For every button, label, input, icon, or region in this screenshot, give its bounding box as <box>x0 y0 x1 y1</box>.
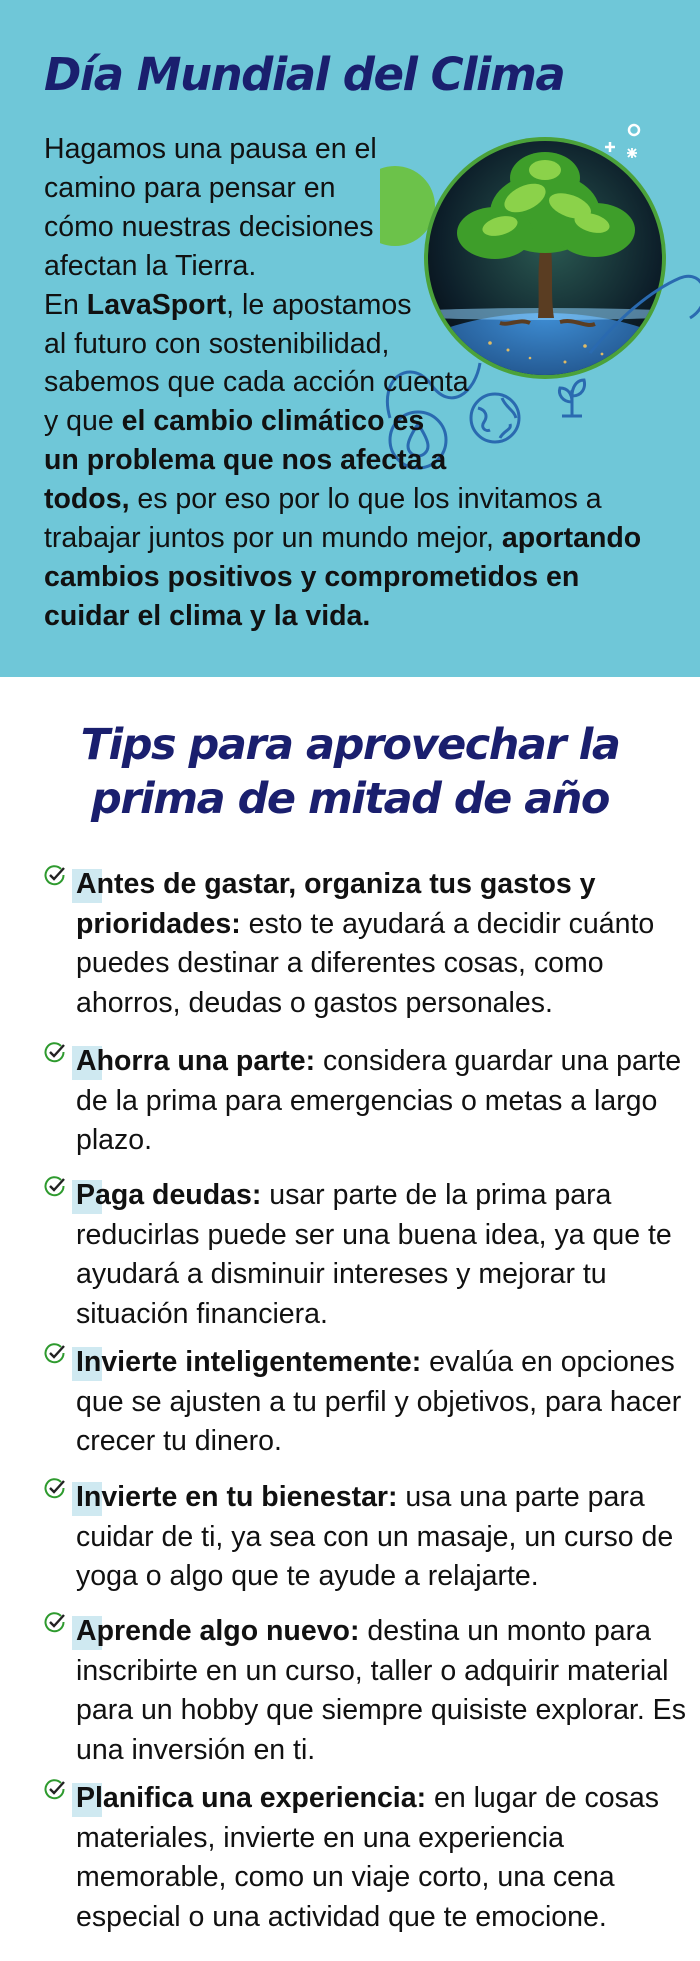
tip-text <box>76 1176 684 1334</box>
text: y que <box>44 405 122 438</box>
text: al futuro con sostenibilidad, <box>44 327 390 360</box>
bold-text: Invierte inteligentemente: <box>76 1346 422 1378</box>
intro-line <box>44 363 684 402</box>
text: para un hobby que siempre quisiste explorar. Es <box>76 1694 686 1726</box>
tips-title-line: Tips para aprovechar la <box>80 720 620 770</box>
bold-text: Paga deudas: <box>76 1179 262 1211</box>
text: evalúa en opciones <box>421 1346 675 1378</box>
text: considera guardar una parte <box>315 1045 682 1077</box>
text: una inversión en ti. <box>76 1733 316 1766</box>
tip-line <box>76 1295 684 1335</box>
tip-line <box>76 1042 684 1082</box>
intro-line <box>44 519 684 558</box>
tip-text <box>76 1042 684 1161</box>
bold-text: Aprende algo nuevo: <box>76 1615 360 1647</box>
text: crecer tu dinero. <box>76 1425 282 1457</box>
tip-line <box>76 1518 684 1558</box>
climate-day-banner <box>0 0 700 677</box>
tip-item <box>44 1478 684 1597</box>
tip-line <box>76 1422 684 1462</box>
tip-line <box>76 1383 684 1423</box>
tip-line <box>76 1121 684 1161</box>
text: usar parte de la prima para <box>261 1179 612 1211</box>
text: es por eso por lo que los invitamos a <box>129 483 602 516</box>
tip-line <box>76 984 684 1024</box>
check-icon <box>44 1612 66 1634</box>
tip-item <box>44 865 684 1023</box>
text: puedes destinar a diferentes cosas, como <box>76 947 604 979</box>
tip-item <box>44 1176 684 1334</box>
text: situación financiera. <box>76 1297 328 1330</box>
text: cuidar de ti, ya sea con un masaje, un curso de <box>76 1520 674 1553</box>
text: ayudará a disminuir intereses y mejorar tu <box>76 1258 607 1290</box>
intro-line <box>44 402 684 441</box>
bold-text: Invierte en tu bienestar: <box>76 1481 398 1513</box>
tip-line <box>76 1731 684 1771</box>
text: materiales, invierte en una experiencia <box>76 1821 564 1854</box>
tip-item <box>44 1612 684 1770</box>
bold-text: cambios positivos y comprometidos en <box>44 560 580 593</box>
bold-text: Planifica una experiencia: <box>76 1782 427 1814</box>
tip-item <box>44 1343 684 1462</box>
bold-text: Antes de gastar, organiza tus gastos y <box>76 868 596 900</box>
tip-text <box>76 865 684 1023</box>
text: sabemos que cada acción cuenta <box>44 366 469 399</box>
check-icon <box>44 1779 66 1801</box>
text: memorable, como un viaje corto, una cena <box>76 1861 615 1893</box>
intro-line <box>44 325 684 364</box>
tip-item <box>44 1779 684 1937</box>
text: reducirlas puede ser una buena idea, ya que te <box>76 1218 672 1251</box>
intro-line <box>44 286 684 325</box>
tip-line <box>76 1255 684 1295</box>
tip-line <box>76 1557 684 1597</box>
text: , le apostamos <box>226 288 412 321</box>
tip-line <box>76 905 684 945</box>
text: plazo. <box>76 1124 153 1156</box>
check-icon <box>44 865 66 887</box>
tip-text <box>76 1779 684 1937</box>
text: destina un monto para <box>359 1615 651 1647</box>
page-title: Día Mundial del Clima <box>44 48 565 101</box>
text: que se ajusten a tu perfil y objetivos, para hacer <box>76 1385 682 1418</box>
text: en lugar de cosas <box>426 1782 659 1814</box>
tip-text <box>76 1343 684 1462</box>
tip-line <box>76 1858 684 1898</box>
text: cómo nuestras decisiones <box>44 210 374 243</box>
text: Hagamos una pausa en el <box>44 133 377 165</box>
intro-line <box>44 558 684 597</box>
text: esto te ayudará a decidir cuánto <box>240 907 655 940</box>
tip-line <box>76 865 684 905</box>
tip-line <box>76 1216 684 1256</box>
tip-line <box>76 1779 684 1819</box>
text: trabajar juntos por un mundo mejor, <box>44 522 502 555</box>
bold-text: prioridades: <box>76 907 241 940</box>
tip-line <box>76 1478 684 1518</box>
check-icon <box>44 1478 66 1500</box>
tip-line <box>76 1612 684 1652</box>
tip-line <box>76 1343 684 1383</box>
text: camino para pensar en <box>44 171 336 204</box>
text: inscribirte en un curso, taller o adquirir material <box>76 1654 669 1687</box>
check-icon <box>44 1176 66 1198</box>
tip-line <box>76 1898 684 1938</box>
bold-text: cuidar el clima y la vida. <box>44 599 371 632</box>
intro-line <box>44 247 684 286</box>
bold-text: LavaSport <box>86 288 227 321</box>
tip-line <box>76 1652 684 1692</box>
check-icon <box>44 1343 66 1365</box>
text: especial o una actividad que te emocione. <box>76 1900 607 1933</box>
bold-text: un problema que nos afecta a <box>44 444 447 477</box>
text: yoga o algo que te ayude a relajarte. <box>76 1560 539 1592</box>
bold-text: todos, <box>44 483 130 516</box>
tip-text <box>76 1612 684 1770</box>
tip-line <box>76 1691 684 1731</box>
tips-title-line: prima de mitad de año <box>91 774 609 824</box>
tip-line <box>76 1176 684 1216</box>
tip-line <box>76 944 684 984</box>
bold-text: aportando <box>501 522 642 555</box>
tip-text <box>76 1478 684 1597</box>
tip-line <box>76 1819 684 1859</box>
tip-line <box>76 1082 684 1122</box>
bold-text: Ahorra una parte: <box>76 1045 316 1077</box>
text: ahorros, deudas o gastos personales. <box>76 986 553 1019</box>
tips-title <box>0 718 700 826</box>
intro-line <box>44 441 684 480</box>
intro-line <box>44 480 684 519</box>
intro-line <box>44 597 684 636</box>
intro-paragraph <box>44 130 684 636</box>
text: de la prima para emergencias o metas a largo <box>76 1084 658 1117</box>
text: afectan la Tierra. <box>44 249 257 282</box>
intro-line <box>44 169 684 208</box>
check-icon <box>44 1042 66 1064</box>
intro-line <box>44 208 684 247</box>
tip-item <box>44 1042 684 1161</box>
bold-text: el cambio climático es <box>121 405 425 438</box>
text: usa una parte para <box>397 1481 645 1513</box>
text: En <box>44 288 87 321</box>
intro-line <box>44 130 684 169</box>
